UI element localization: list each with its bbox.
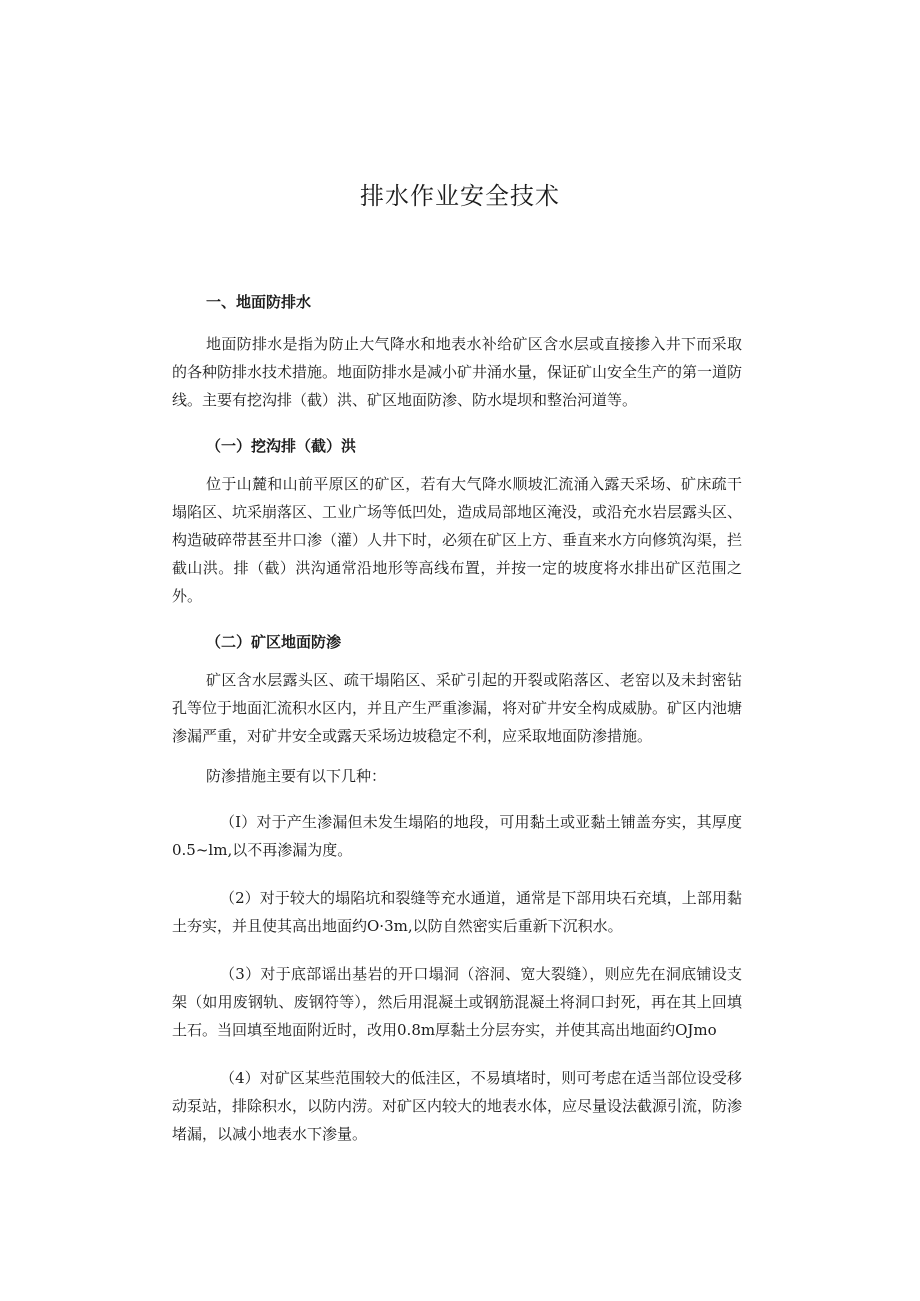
subsection-heading-flood-ditch: （一）挖沟排（截）洪: [206, 437, 357, 455]
paragraph-measures-intro: 防渗措施主要有以下几种：: [206, 767, 387, 785]
list-item: （3）对于底部谣出基岩的开口塌洞（溶洞、宽大裂缝），则应先在洞底铺设支架（如用废钢轨、废钢符等），然后用混凝土或钢筋混凝土将洞口封死，再在其上回填土石。当回填至地面附近时，改用0.8m厚黏土分层夯实，并使其高出地面约OJmo: [172, 965, 742, 1039]
list-item: （4）对矿区某些范围较大的低洼区，不易填堵时，则可考虑在适当部位设受移动泵站，排除积水，以防内涝。对矿区内较大的地表水体，应尽量设法截源引流，防渗堵漏，以减小地表水下渗量。: [172, 1069, 743, 1143]
document-body: [172, 288, 742, 1168]
paragraph-intro: 地面防排水是指为防止大气降水和地表水补给矿区含水层或直接掺入井下而采取的各种防排水技术措施。地面防排水是减小矿井涌水量，保证矿山安全生产的第一道防线。主要有挖沟排（截）洪、矿区地面防渗、防水堤坝和整治河道等。: [172, 335, 743, 409]
paragraph-seepage-threat: 矿区含水层露头区、疏干塌陷区、采矿引起的开裂或陷落区、老窑以及未封密钻孔等位于地面汇流积水区内，并且产生严重渗漏，将对矿井安全构成威胁。矿区内池塘渗漏严重，对矿井安全或露天采场边坡稳定不利，应采取地面防渗措施。: [172, 671, 743, 745]
paragraph-flood-ditch: 位于山麓和山前平原区的矿区，若有大气降水顺坡汇流涌入露天采场、矿床疏干塌陷区、坑采崩落区、工业广场等低凹处，造成局部地区淹没，或沿充水岩层露头区、构造破碎带甚至井口渗（灌）人井下时，必须在矿区上方、垂直来水方向修筑沟渠，拦截山洪。排（截）洪沟通常沿地形等高线布置，并按一定的坡度将水排出矿区范围之外。: [172, 475, 743, 605]
subsection-heading-seepage-prevention: （二）矿区地面防渗: [206, 633, 342, 651]
page-title: 排水作业安全技术: [360, 182, 560, 210]
list-item: （2）对于较大的塌陷坑和裂缝等充水通道，通常是下部用块石充填，上部用黏土夯实，并且使其高出地面约O·3m,以防自然密实后重新下沉积水。: [172, 889, 742, 935]
section-heading-surface-drainage: 一、地面防排水: [206, 293, 312, 311]
list-item: （I）对于产生渗漏但未发生塌陷的地段，可用黏土或亚黏土铺盖夯实，其厚度0.5~lm,以不再渗漏为度。: [172, 813, 742, 859]
